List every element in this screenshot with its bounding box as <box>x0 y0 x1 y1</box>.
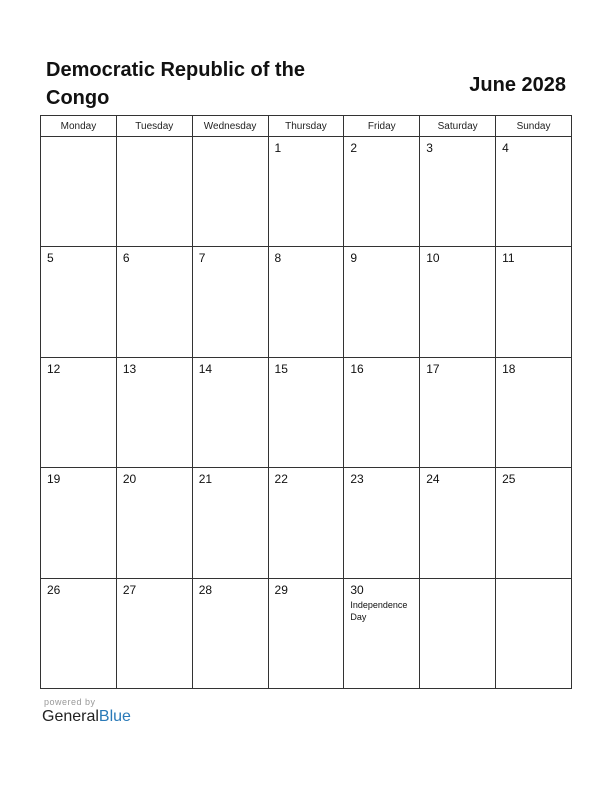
week-row <box>41 468 572 578</box>
day-cell <box>192 578 268 688</box>
day-cell <box>496 468 572 578</box>
day-number: 5 <box>47 251 54 266</box>
weekday-header: Wednesday <box>192 116 268 137</box>
day-cell <box>344 357 420 467</box>
weekday-header: Thursday <box>268 116 344 137</box>
day-number: 29 <box>274 582 288 597</box>
day-number: 2 <box>350 141 358 155</box>
weekday-header: Sunday <box>496 116 572 137</box>
day-number: 12 <box>47 361 61 376</box>
day-number: 26 <box>47 582 61 597</box>
day-cell <box>496 247 572 357</box>
week-row <box>41 247 572 357</box>
day-number: 10 <box>426 251 440 266</box>
day-number: 8 <box>274 251 282 266</box>
day-cell <box>192 468 268 578</box>
day-cell <box>268 468 344 578</box>
day-cell <box>116 137 192 247</box>
day-number: 4 <box>502 141 509 155</box>
day-number: 7 <box>198 251 206 266</box>
week-row <box>41 578 572 688</box>
day-cell <box>420 137 496 247</box>
day-number: 9 <box>350 251 358 266</box>
day-number: 20 <box>122 472 137 487</box>
day-number: 22 <box>274 472 288 487</box>
day-number: 14 <box>198 361 213 376</box>
day-number: 17 <box>426 361 440 376</box>
day-number: 19 <box>47 472 61 487</box>
day-number <box>496 579 571 583</box>
day-cell <box>192 137 268 247</box>
weekday-header: Tuesday <box>116 116 192 137</box>
brand-general-text: General <box>42 708 99 725</box>
day-cell <box>41 468 117 578</box>
day-number: 6 <box>122 251 130 266</box>
day-number <box>117 137 192 141</box>
day-number: 11 <box>502 251 515 266</box>
day-cell <box>192 247 268 357</box>
day-cell <box>192 357 268 467</box>
day-number: 21 <box>198 472 213 487</box>
day-cell <box>116 357 192 467</box>
weekday-header: Monday <box>41 116 117 137</box>
week-row <box>41 357 572 467</box>
day-number <box>41 137 116 141</box>
day-cell <box>41 247 117 357</box>
day-cell <box>420 357 496 467</box>
day-cell <box>268 137 344 247</box>
day-number <box>193 137 268 141</box>
day-cell <box>420 578 496 688</box>
day-number: 13 <box>122 361 137 376</box>
weekday-header-row <box>41 116 572 137</box>
day-number: 18 <box>502 361 516 376</box>
weekday-header: Friday <box>344 116 420 137</box>
day-cell <box>496 137 572 247</box>
day-number: 1 <box>274 141 282 155</box>
day-cell <box>41 357 117 467</box>
day-number: 24 <box>426 472 440 487</box>
brand-logo <box>42 707 131 727</box>
month-title: June 2028 <box>469 74 566 96</box>
day-number <box>420 579 495 583</box>
week-row <box>41 137 572 247</box>
day-cell <box>496 357 572 467</box>
day-cell <box>41 137 117 247</box>
day-number: 30 <box>350 582 364 597</box>
country-title: Democratic Republic of the Congo <box>46 59 305 109</box>
day-cell <box>496 578 572 688</box>
day-cell <box>268 247 344 357</box>
day-cell <box>420 468 496 578</box>
brand-blue-text: Blue <box>98 708 131 725</box>
day-cell <box>116 578 192 688</box>
holiday-label: Independence Day <box>350 599 408 622</box>
day-cell <box>116 468 192 578</box>
day-number: 27 <box>122 582 137 597</box>
powered-by-text: powered by <box>44 697 96 707</box>
day-number: 25 <box>502 472 516 487</box>
day-cell <box>344 468 420 578</box>
calendar-grid <box>40 115 572 689</box>
day-cell <box>344 137 420 247</box>
brand-footer <box>42 697 131 727</box>
day-cell <box>344 247 420 357</box>
day-cell <box>344 578 420 688</box>
day-cell <box>116 247 192 357</box>
day-number: 23 <box>350 472 364 487</box>
day-cell <box>420 247 496 357</box>
day-number: 16 <box>350 361 364 376</box>
day-number: 3 <box>426 141 433 155</box>
day-cell <box>268 357 344 467</box>
day-number: 28 <box>198 582 213 597</box>
day-number: 15 <box>274 361 288 376</box>
day-cell <box>268 578 344 688</box>
weekday-header: Saturday <box>420 116 496 137</box>
day-cell <box>41 578 117 688</box>
